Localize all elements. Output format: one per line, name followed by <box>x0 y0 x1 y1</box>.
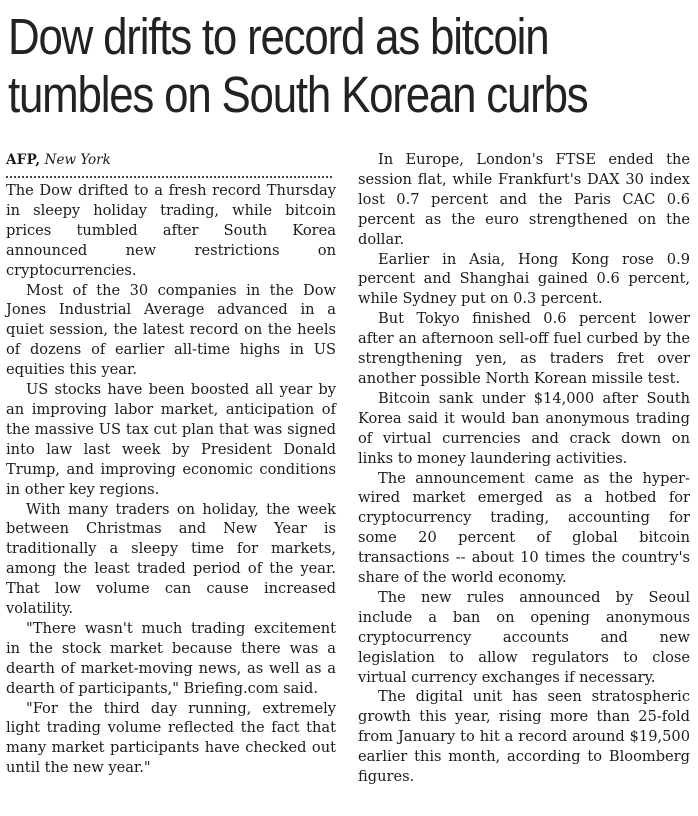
byline-agency: AFP, <box>6 152 41 168</box>
byline <box>6 150 336 170</box>
byline-place: New York <box>44 152 111 168</box>
paragraph: But Tokyo finished 0.6 percent lower after an afternoon sell-off fuel curbed by the strengthening yen, as traders fret over another possible North Korean missile test. <box>358 310 690 387</box>
paragraph: The digital unit has seen stratospheric growth this year, rising more than 25-fold from January to hit a record around $19,500 earlier this month, according to Bloomberg figures. <box>358 688 690 786</box>
paragraph: The Dow drifted to a fresh record Thursday in sleepy holiday trading, while bitcoin prices tumbled after South Korea announced new restrictions on cryptocurrencies. <box>6 182 336 279</box>
paragraph: "For the third day running, extremely light trading volume reflected the fact that many market participants have checked out until the new year." <box>6 699 336 777</box>
headline <box>0 0 698 124</box>
paragraph: Bitcoin sank under $14,000 after South Korea said it would ban anonymous trading of virtual currencies and crack down on links to money laundering activities. <box>358 389 690 467</box>
headline-line-2: tumbles on South Korean curbs <box>8 66 588 123</box>
article-body <box>6 150 690 787</box>
dotted-divider <box>6 170 332 178</box>
headline-line-1: Dow drifts to record as bitcoin <box>8 8 549 65</box>
paragraph: Earlier in Asia, Hong Kong rose 0.9 percent and Shanghai gained 0.6 percent, while Sydney put on 0.3 percent. <box>358 250 690 308</box>
paragraph: Most of the 30 companies in the Dow Jones Industrial Average advanced in a quiet session, the latest record on the heels of dozens of earlier all-time highs in US equities this year. <box>6 281 336 379</box>
left-column <box>6 150 336 787</box>
paragraph: With many traders on holiday, the week between Christmas and New Year is traditionally a sleepy time for markets, among the least traded period of the year. That low volume can cause increased volatility. <box>6 500 336 618</box>
right-column <box>358 150 690 787</box>
paragraph: The announcement came as the hyper-wired market emerged as a hotbed for cryptocurrency trading, accounting for some 20 percent of global bitcoin transactions -- about 10 times the country's share of the world economy. <box>358 469 690 587</box>
paragraph: US stocks have been boosted all year by an improving labor market, anticipation of the massive US tax cut plan that was signed into law last week by President Donald Trump, and improving economic conditions in other key regions. <box>6 381 336 498</box>
paragraph: "There wasn't much trading excitement in the stock market because there was a dearth of market-moving news, as well as a dearth of participants," Briefing.com said. <box>6 619 336 697</box>
paragraph: In Europe, London's FTSE ended the session flat, while Frankfurt's DAX 30 index lost 0.7 percent and the Paris CAC 0.6 percent as the euro strengthened on the dollar. <box>358 151 690 248</box>
paragraph: The new rules announced by Seoul include a ban on opening anonymous cryptocurrency accounts and new legislation to allow regulators to close virtual currency exchanges if necessary. <box>358 588 690 686</box>
